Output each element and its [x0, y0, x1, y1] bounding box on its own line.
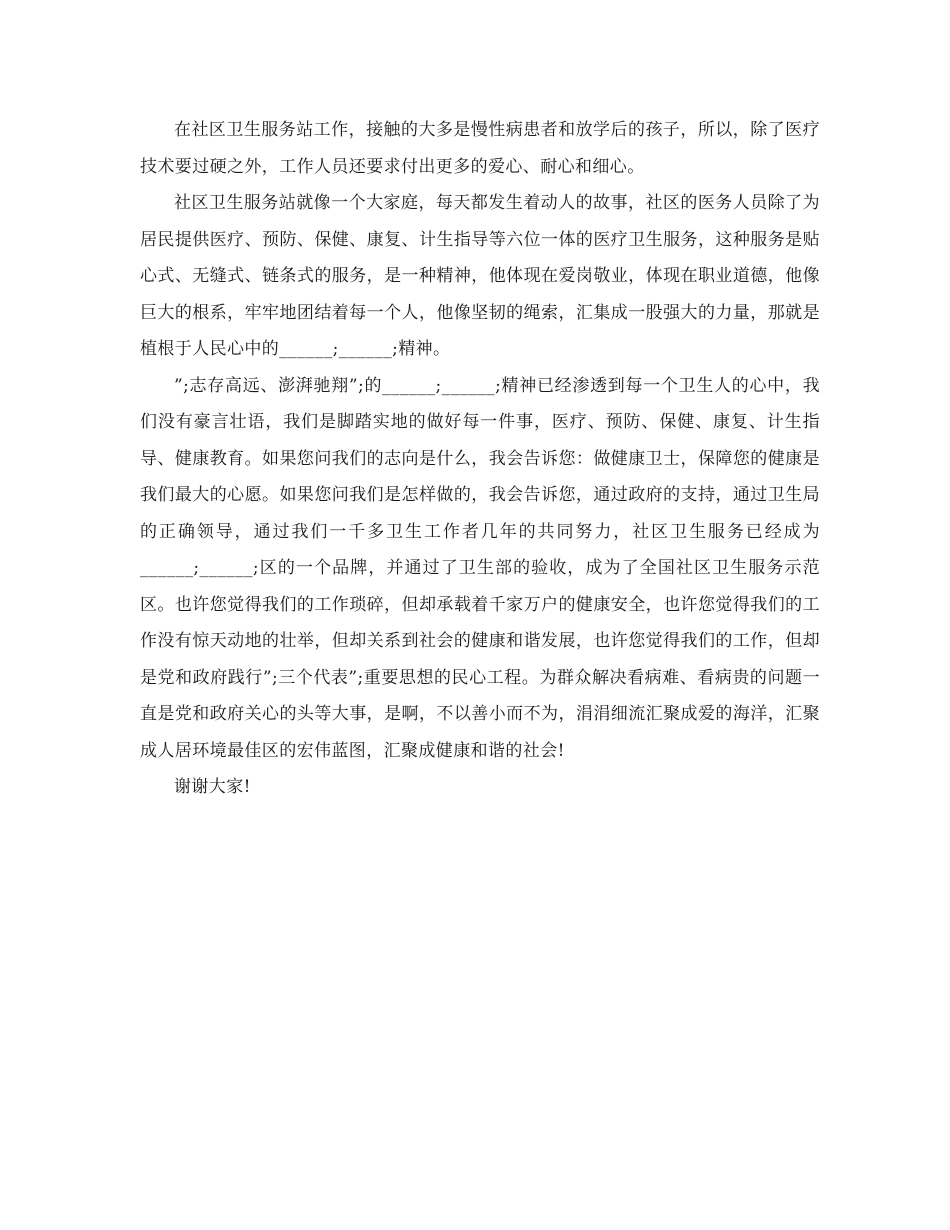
- document-body: [140, 112, 820, 806]
- closing-line: 谢谢大家!: [174, 777, 251, 797]
- paragraph-2: 社区卫生服务站就像一个大家庭，每天都发生着动人的故事，社区的医务人员除了为居民提供医疗、预防、保健、康复、计生指导等六位一体的医疗卫生服务，这种服务是贴心式、无缝式、链条式的服务，是一种精神，他体现在爱岗敬业，体现在职业道德，他像巨大的根系，牢牢地团结着每一个人，他像坚韧的绳索，汇集成一股强大的力量，那就是植根于人民心中的______;______;精神。: [140, 193, 820, 359]
- paragraph-3: ”;志存高远、澎湃驰翔”;的______;______;精神已经渗透到每一个卫生人的心中，我们没有豪言壮语，我们是脚踏实地的做好每一件事，医疗、预防、保健、康复、计生指导、健康教育。如果您问我们的志向是什么，我会告诉您：做健康卫士，保障您的健康是我们最大的心愿。如果您问我们是怎样做的，我会告诉您，通过政府的支持，通过卫生局的正确领导，通过我们一千多卫生工作者几年的共同努力，社区卫生服务已经成为______;______;区的一个品牌，并通过了卫生部的验收，成为了全国社区卫生服务示范区。也许您觉得我们的工作琐碎，但却承载着千家万户的健康安全，也许您觉得我们的工作没有惊天动地的壮举，但却关系到社会的健康和谐发展，也许您觉得我们的工作，但却是党和政府践行”;三个代表”;重要思想的民心工程。为群众解决看病难、看病贵的问题一直是党和政府关心的头等大事，是啊，不以善小而不为，涓涓细流汇聚成爱的海洋，汇聚成人居环境最佳区的宏伟蓝图，汇聚成健康和谐的社会!: [140, 375, 820, 761]
- paragraph-1: 在社区卫生服务站工作，接触的大多是慢性病患者和放学后的孩子，所以，除了医疗技术要过硬之外，工作人员还要求付出更多的爱心、耐心和细心。: [140, 120, 820, 177]
